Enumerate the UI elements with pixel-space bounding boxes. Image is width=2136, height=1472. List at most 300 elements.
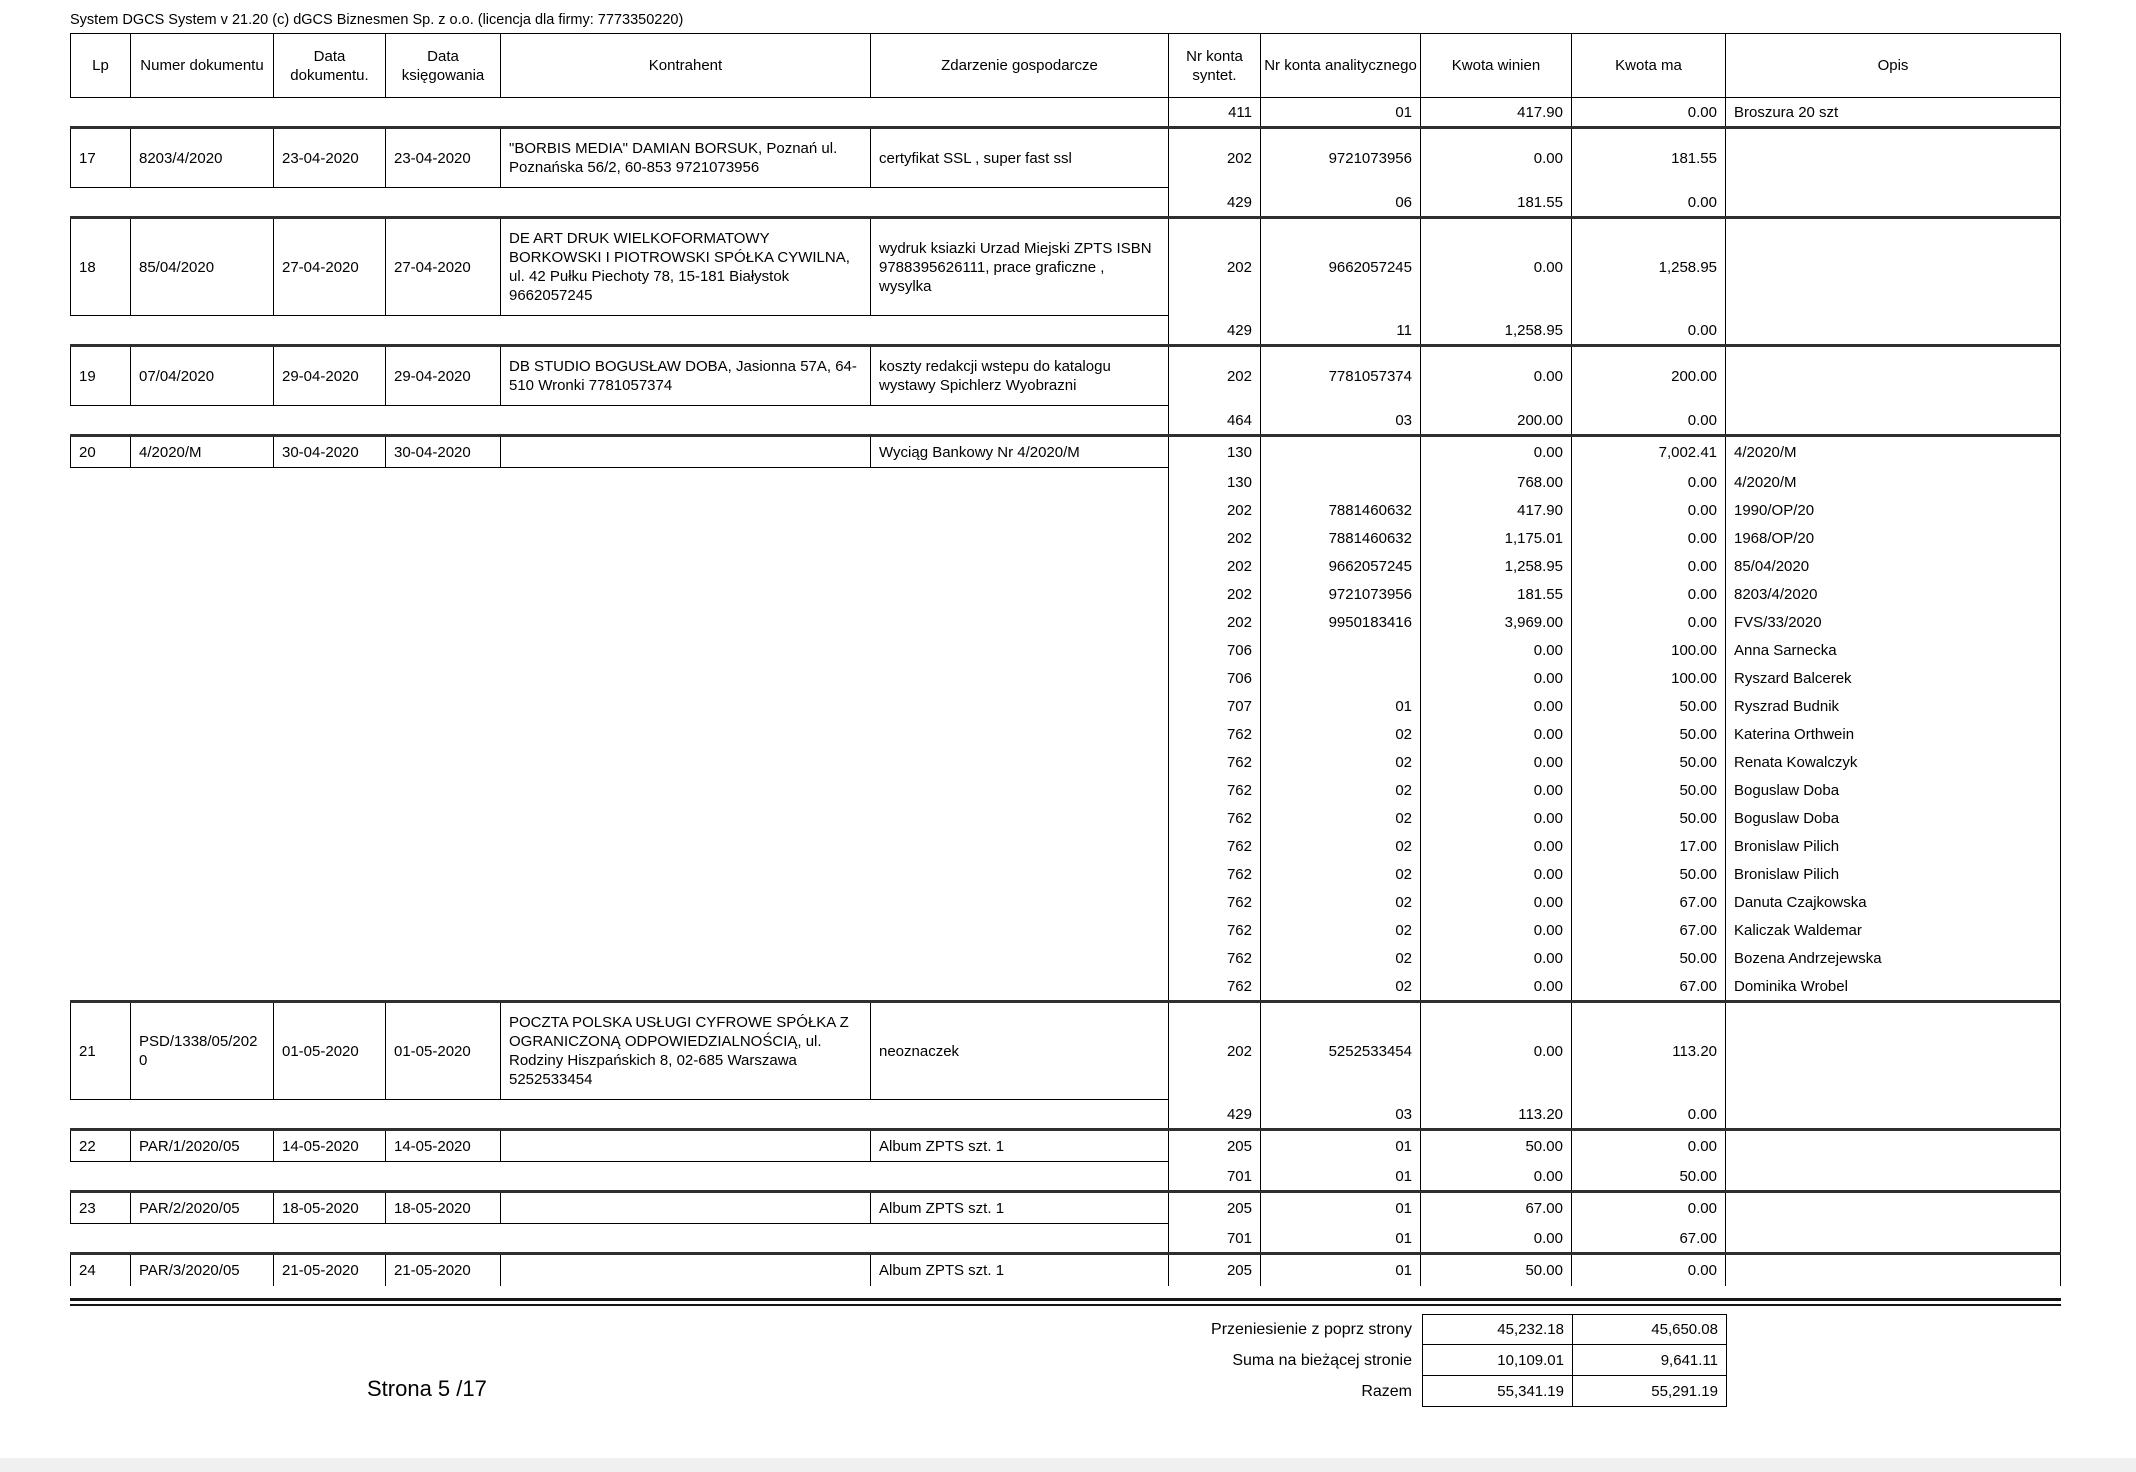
cell-ma: 0.00 (1571, 188, 1725, 216)
cell-syntet: 202 (1168, 608, 1260, 636)
cell-analit: 02 (1260, 776, 1420, 804)
totals-row (70, 1314, 1727, 1345)
cell-data_dok (273, 748, 385, 776)
cell-data_ksi (385, 804, 500, 832)
account-row (70, 580, 2061, 608)
account-row (70, 608, 2061, 636)
cell-winien: 0.00 (1420, 860, 1571, 888)
table-footer (70, 1314, 2061, 1454)
cell-syntet: 706 (1168, 664, 1260, 692)
cell-analit: 01 (1260, 1131, 1420, 1162)
cell-kontrahent (500, 468, 870, 496)
cell-zdarzenie: Album ZPTS szt. 1 (870, 1193, 1168, 1224)
cell-zdarzenie (870, 888, 1168, 916)
cell-zdarzenie: koszty redakcji wstepu do katalogu wystawy Spichlerz Wyobrazni (870, 347, 1168, 406)
cell-data_dok (273, 776, 385, 804)
cell-syntet: 429 (1168, 316, 1260, 344)
cell-ma: 0.00 (1571, 1131, 1725, 1162)
cell-zdarzenie (870, 972, 1168, 1000)
cell-opis: Boguslaw Doba (1725, 804, 2061, 832)
cell-syntet: 202 (1168, 496, 1260, 524)
cell-kontrahent: DB STUDIO BOGUSŁAW DOBA, Jasionna 57A, 64-510 Wronki 7781057374 (500, 347, 870, 406)
entry-18 (70, 216, 2061, 344)
cell-analit: 02 (1260, 860, 1420, 888)
cell-kontrahent (500, 1193, 870, 1224)
cell-winien: 1,258.95 (1420, 552, 1571, 580)
cell-syntet: 707 (1168, 692, 1260, 720)
cell-data_ksi (385, 1100, 500, 1128)
cell-zdarzenie (870, 804, 1168, 832)
cell-ma: 50.00 (1571, 748, 1725, 776)
cell-data_dok (273, 316, 385, 344)
cell-zdarzenie (870, 406, 1168, 434)
cell-data_dok: 23-04-2020 (273, 129, 385, 188)
cell-data_ksi (385, 692, 500, 720)
cell-kontrahent (500, 636, 870, 664)
cell-analit: 02 (1260, 944, 1420, 972)
cell-kontrahent (500, 98, 870, 126)
cell-data_dok: 29-04-2020 (273, 347, 385, 406)
account-row (70, 860, 2061, 888)
cell-analit: 01 (1260, 1162, 1420, 1190)
entry-main-row (70, 1131, 2061, 1162)
cell-ma: 0.00 (1571, 468, 1725, 496)
cell-winien: 0.00 (1420, 692, 1571, 720)
cell-zdarzenie (870, 98, 1168, 126)
cell-lp (70, 860, 130, 888)
cell-zdarzenie (870, 692, 1168, 720)
cell-ma: 0.00 (1571, 1193, 1725, 1224)
cell-kontrahent: "BORBIS MEDIA" DAMIAN BORSUK, Poznań ul. Poznańska 56/2, 60-853 9721073956 (500, 129, 870, 188)
account-row (70, 692, 2061, 720)
cell-lp (70, 720, 130, 748)
cell-numer (130, 1100, 273, 1128)
cell-data_ksi (385, 664, 500, 692)
cell-data_dok (273, 916, 385, 944)
cell-zdarzenie (870, 944, 1168, 972)
cell-ma: 50.00 (1571, 804, 1725, 832)
cell-syntet: 762 (1168, 972, 1260, 1000)
cell-syntet: 202 (1168, 580, 1260, 608)
cell-opis: 85/04/2020 (1725, 552, 2061, 580)
cell-ma: 50.00 (1571, 720, 1725, 748)
cell-opis: 4/2020/M (1725, 437, 2061, 468)
totals-kwota-ma: 55,291.19 (1573, 1376, 1727, 1407)
account-row (70, 524, 2061, 552)
cell-data_dok: 01-05-2020 (273, 1003, 385, 1100)
cell-data_ksi: 23-04-2020 (385, 129, 500, 188)
totals-kwota-winien: 10,109.01 (1422, 1345, 1573, 1376)
cell-ma: 0.00 (1571, 1255, 1725, 1286)
cell-ma: 50.00 (1571, 944, 1725, 972)
cell-numer (130, 98, 273, 126)
cell-lp (70, 888, 130, 916)
cell-kontrahent (500, 1255, 870, 1286)
cell-kontrahent (500, 406, 870, 434)
cell-data_dok (273, 804, 385, 832)
cell-lp (70, 1100, 130, 1128)
cell-kontrahent (500, 776, 870, 804)
cell-analit: 7881460632 (1260, 496, 1420, 524)
totals-kwota-winien: 55,341.19 (1422, 1376, 1573, 1407)
cell-numer: 8203/4/2020 (130, 129, 273, 188)
cell-syntet: 464 (1168, 406, 1260, 434)
cell-ma: 50.00 (1571, 860, 1725, 888)
cell-syntet: 205 (1168, 1193, 1260, 1224)
cell-opis: Ryszrad Budnik (1725, 692, 2061, 720)
cell-analit: 7881460632 (1260, 524, 1420, 552)
cell-data_ksi (385, 972, 500, 1000)
cell-numer (130, 316, 273, 344)
cell-opis (1725, 1131, 2061, 1162)
entry-17 (70, 126, 2061, 216)
cell-winien: 0.00 (1420, 804, 1571, 832)
cell-kontrahent (500, 720, 870, 748)
cell-data_dok (273, 636, 385, 664)
cell-ma: 100.00 (1571, 664, 1725, 692)
cell-numer (130, 636, 273, 664)
cell-lp: 23 (70, 1193, 130, 1224)
cell-data_ksi (385, 720, 500, 748)
cell-syntet: 762 (1168, 832, 1260, 860)
cell-ma: 67.00 (1571, 888, 1725, 916)
cell-data_ksi (385, 316, 500, 344)
cell-winien: 417.90 (1420, 496, 1571, 524)
cell-numer (130, 580, 273, 608)
entry-main-row (70, 1193, 2061, 1224)
cell-data_dok: 27-04-2020 (273, 219, 385, 316)
cell-kontrahent (500, 496, 870, 524)
totals-block (70, 1314, 1727, 1407)
cell-analit: 9950183416 (1260, 608, 1420, 636)
cell-winien: 0.00 (1420, 1224, 1571, 1252)
cell-winien: 67.00 (1420, 1193, 1571, 1224)
cell-numer (130, 888, 273, 916)
cell-syntet: 762 (1168, 860, 1260, 888)
cell-numer (130, 692, 273, 720)
cell-winien: 0.00 (1420, 916, 1571, 944)
cell-zdarzenie (870, 580, 1168, 608)
cell-lp (70, 1162, 130, 1190)
cell-winien: 0.00 (1420, 972, 1571, 1000)
cell-ma: 0.00 (1571, 496, 1725, 524)
cell-winien: 1,175.01 (1420, 524, 1571, 552)
cell-analit: 03 (1260, 406, 1420, 434)
cell-winien: 181.55 (1420, 580, 1571, 608)
cell-data_ksi (385, 552, 500, 580)
cell-syntet: 202 (1168, 129, 1260, 188)
entry-24 (70, 1252, 2061, 1286)
col-header-analit: Nr konta analitycznego (1260, 34, 1420, 98)
col-header-syntet: Nr konta syntet. (1168, 34, 1260, 98)
cell-data_dok (273, 888, 385, 916)
cell-lp (70, 1224, 130, 1252)
cell-kontrahent (500, 437, 870, 468)
totals-label: Przeniesienie z poprz strony (1211, 1320, 1412, 1338)
cell-analit: 7781057374 (1260, 347, 1420, 406)
cell-lp (70, 580, 130, 608)
cell-syntet: 202 (1168, 347, 1260, 406)
cell-kontrahent (500, 804, 870, 832)
cell-numer: 4/2020/M (130, 437, 273, 468)
cell-ma: 50.00 (1571, 776, 1725, 804)
cell-opis: Kaliczak Waldemar (1725, 916, 2061, 944)
cell-opis: 1968/OP/20 (1725, 524, 2061, 552)
cell-opis (1725, 1224, 2061, 1252)
col-header-kontrahent: Kontrahent (500, 34, 870, 98)
cell-kontrahent (500, 916, 870, 944)
cell-kontrahent (500, 860, 870, 888)
cell-numer (130, 524, 273, 552)
entry-main-row (70, 437, 2061, 468)
cell-analit: 5252533454 (1260, 1003, 1420, 1100)
page-bottom-edge (0, 1458, 2136, 1472)
account-row (70, 720, 2061, 748)
cell-opis: Bronislaw Pilich (1725, 860, 2061, 888)
cell-numer: PSD/1338/05/2020 (130, 1003, 273, 1100)
account-row (70, 776, 2061, 804)
cell-zdarzenie (870, 720, 1168, 748)
cell-ma: 7,002.41 (1571, 437, 1725, 468)
cell-winien: 0.00 (1420, 832, 1571, 860)
cell-syntet: 202 (1168, 1003, 1260, 1100)
cell-data_dok (273, 188, 385, 216)
cell-syntet: 130 (1168, 468, 1260, 496)
table-header-row (70, 33, 2061, 98)
account-row (70, 1100, 2061, 1128)
cell-numer (130, 406, 273, 434)
cell-syntet: 762 (1168, 916, 1260, 944)
cell-data_dok: 18-05-2020 (273, 1193, 385, 1224)
cell-data_dok (273, 1162, 385, 1190)
cell-analit (1260, 664, 1420, 692)
cell-lp (70, 916, 130, 944)
cell-opis (1725, 1255, 2061, 1286)
cell-analit: 02 (1260, 832, 1420, 860)
cell-syntet: 701 (1168, 1224, 1260, 1252)
totals-label: Suma na bieżącej stronie (1232, 1351, 1412, 1369)
cell-zdarzenie (870, 832, 1168, 860)
account-row (70, 832, 2061, 860)
cell-winien: 0.00 (1420, 636, 1571, 664)
cell-winien: 0.00 (1420, 748, 1571, 776)
cell-numer (130, 188, 273, 216)
cell-analit: 9662057245 (1260, 219, 1420, 316)
cell-data_ksi (385, 1224, 500, 1252)
cell-winien: 0.00 (1420, 776, 1571, 804)
cell-lp: 22 (70, 1131, 130, 1162)
cell-data_ksi (385, 98, 500, 126)
cell-lp (70, 636, 130, 664)
totals-row (70, 1376, 1727, 1407)
cell-lp (70, 972, 130, 1000)
cell-opis (1725, 316, 2061, 344)
cell-opis: FVS/33/2020 (1725, 608, 2061, 636)
cell-data_ksi: 30-04-2020 (385, 437, 500, 468)
cell-winien: 0.00 (1420, 720, 1571, 748)
cell-kontrahent (500, 664, 870, 692)
account-row (70, 188, 2061, 216)
cell-numer (130, 776, 273, 804)
cell-numer: 85/04/2020 (130, 219, 273, 316)
cell-ma: 0.00 (1571, 580, 1725, 608)
cell-opis: Bronislaw Pilich (1725, 832, 2061, 860)
cell-opis: Ryszard Balcerek (1725, 664, 2061, 692)
cell-data_dok (273, 524, 385, 552)
cell-lp (70, 524, 130, 552)
entry-22 (70, 1128, 2061, 1190)
cell-ma: 100.00 (1571, 636, 1725, 664)
cell-ma: 0.00 (1571, 316, 1725, 344)
cell-syntet: 202 (1168, 552, 1260, 580)
cell-analit: 01 (1260, 98, 1420, 126)
cell-opis: Anna Sarnecka (1725, 636, 2061, 664)
cell-data_dok (273, 608, 385, 636)
cell-analit (1260, 468, 1420, 496)
cell-kontrahent (500, 972, 870, 1000)
cell-data_dok (273, 692, 385, 720)
cell-ma: 50.00 (1571, 692, 1725, 720)
cell-syntet: 429 (1168, 1100, 1260, 1128)
cell-ma: 17.00 (1571, 832, 1725, 860)
cell-winien: 200.00 (1420, 406, 1571, 434)
cell-numer (130, 664, 273, 692)
cell-data_ksi: 01-05-2020 (385, 1003, 500, 1100)
cell-syntet: 429 (1168, 188, 1260, 216)
cell-lp (70, 316, 130, 344)
cell-data_dok (273, 664, 385, 692)
totals-kwota-ma: 45,650.08 (1573, 1314, 1727, 1345)
account-row (70, 468, 2061, 496)
cell-numer (130, 552, 273, 580)
cell-data_ksi (385, 888, 500, 916)
journal-table (70, 33, 2061, 1286)
cell-ma: 67.00 (1571, 916, 1725, 944)
cell-lp: 19 (70, 347, 130, 406)
cell-data_dok (273, 720, 385, 748)
cell-data_dok (273, 406, 385, 434)
cell-data_ksi (385, 188, 500, 216)
cell-numer (130, 1162, 273, 1190)
cell-data_dok (273, 972, 385, 1000)
cell-winien: 0.00 (1420, 129, 1571, 188)
cell-data_ksi: 29-04-2020 (385, 347, 500, 406)
cell-lp (70, 944, 130, 972)
cell-zdarzenie (870, 316, 1168, 344)
cell-lp (70, 776, 130, 804)
cell-analit (1260, 437, 1420, 468)
account-row (70, 316, 2061, 344)
cell-analit (1260, 636, 1420, 664)
cell-analit: 02 (1260, 916, 1420, 944)
cell-data_dok (273, 832, 385, 860)
cell-ma: 0.00 (1571, 98, 1725, 126)
cell-zdarzenie (870, 1100, 1168, 1128)
cell-opis (1725, 219, 2061, 316)
cell-winien: 181.55 (1420, 188, 1571, 216)
entry-19 (70, 344, 2061, 434)
cell-winien: 0.00 (1420, 347, 1571, 406)
cell-numer (130, 720, 273, 748)
cell-opis: 1990/OP/20 (1725, 496, 2061, 524)
cell-lp (70, 98, 130, 126)
cell-opis (1725, 1003, 2061, 1100)
cell-data_ksi: 14-05-2020 (385, 1131, 500, 1162)
col-header-data_ksi: Data księgowania (385, 34, 500, 98)
cell-ma: 0.00 (1571, 1100, 1725, 1128)
cell-zdarzenie (870, 468, 1168, 496)
col-header-lp: Lp (70, 34, 130, 98)
cell-opis (1725, 347, 2061, 406)
cell-data_ksi: 27-04-2020 (385, 219, 500, 316)
cell-analit: 02 (1260, 972, 1420, 1000)
cell-syntet: 762 (1168, 944, 1260, 972)
cell-kontrahent (500, 1100, 870, 1128)
cell-data_ksi (385, 580, 500, 608)
cell-data_ksi (385, 524, 500, 552)
cell-zdarzenie (870, 636, 1168, 664)
cell-ma: 0.00 (1571, 552, 1725, 580)
cell-numer (130, 496, 273, 524)
cell-syntet: 762 (1168, 888, 1260, 916)
cell-ma: 200.00 (1571, 347, 1725, 406)
cell-analit: 01 (1260, 1255, 1420, 1286)
cell-numer: 07/04/2020 (130, 347, 273, 406)
cell-zdarzenie: certyfikat SSL , super fast ssl (870, 129, 1168, 188)
cell-data_ksi (385, 406, 500, 434)
cell-data_dok (273, 944, 385, 972)
cell-data_ksi (385, 944, 500, 972)
cell-opis: Dominika Wrobel (1725, 972, 2061, 1000)
cell-winien: 0.00 (1420, 664, 1571, 692)
cell-data_dok (273, 468, 385, 496)
cell-syntet: 411 (1168, 98, 1260, 126)
cell-ma: 0.00 (1571, 524, 1725, 552)
cell-opis: Renata Kowalczyk (1725, 748, 2061, 776)
col-header-winien: Kwota winien (1420, 34, 1571, 98)
cell-analit: 06 (1260, 188, 1420, 216)
cell-analit: 02 (1260, 804, 1420, 832)
cell-opis (1725, 1100, 2061, 1128)
cell-kontrahent (500, 552, 870, 580)
cell-zdarzenie: Album ZPTS szt. 1 (870, 1255, 1168, 1286)
cell-kontrahent (500, 692, 870, 720)
cell-kontrahent (500, 608, 870, 636)
cell-data_dok (273, 580, 385, 608)
cell-lp (70, 804, 130, 832)
account-row (70, 944, 2061, 972)
cell-kontrahent (500, 316, 870, 344)
cell-zdarzenie (870, 608, 1168, 636)
cell-syntet: 762 (1168, 804, 1260, 832)
cell-analit: 02 (1260, 888, 1420, 916)
cell-data_ksi (385, 496, 500, 524)
cell-analit: 9721073956 (1260, 580, 1420, 608)
cell-opis: Katerina Orthwein (1725, 720, 2061, 748)
cell-ma: 1,258.95 (1571, 219, 1725, 316)
entry-21 (70, 1000, 2061, 1128)
col-header-numer: Numer dokumentu (130, 34, 273, 98)
cell-data_ksi (385, 1162, 500, 1190)
cell-lp (70, 748, 130, 776)
cell-kontrahent (500, 1224, 870, 1252)
cell-zdarzenie (870, 552, 1168, 580)
system-title: System DGCS System v 21.20 (c) dGCS Biznesmen Sp. z o.o. (licencja dla firmy: 7773350220) (70, 12, 684, 28)
cell-lp (70, 832, 130, 860)
cell-lp: 21 (70, 1003, 130, 1100)
cell-winien: 0.00 (1420, 888, 1571, 916)
cell-syntet: 706 (1168, 636, 1260, 664)
